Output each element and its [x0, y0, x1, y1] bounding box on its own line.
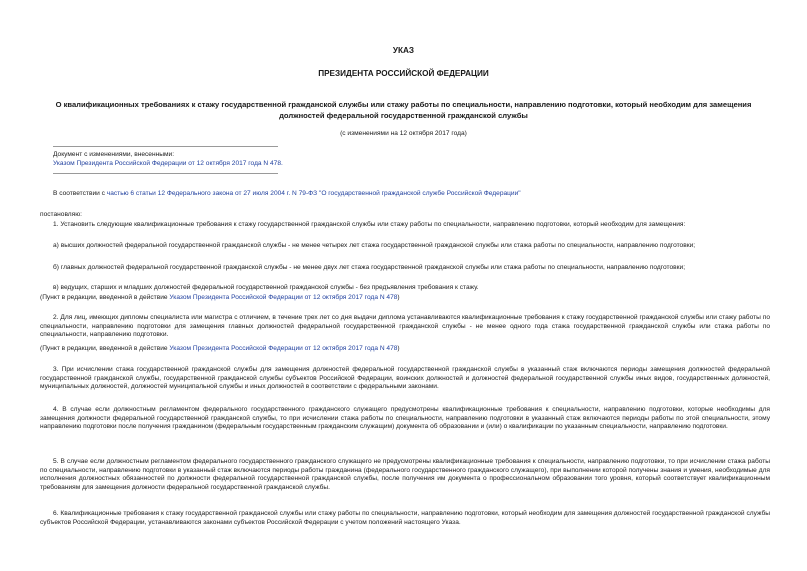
- amendment-prefix: (Пункт в редакции, введенной в действие: [40, 294, 170, 301]
- paragraph-3: 3. При исчислении стажа государственной гражданской службы для замещения должностей федеральной государственной гражданской службы в указанный стаж включаются периоды замещения должностей федеральной государственной гражданской службы, государственной гражданской службы субъектов Российской Федерации, воинских должностей и должностей федеральной государственной службы иных видов, государственных должностей, муниципальных должностей, должностей муниципальной службы и иных должностей в соответствии с федеральными законами.: [40, 366, 770, 391]
- paragraph-1: 1. Установить следующие квалификационные требования к стажу государственной гражданской службы или стажу работы по специальности, направлению подготовки, который необходим для замещения:: [53, 221, 686, 228]
- edition-note: (с изменениями на 12 октября 2017 года): [340, 130, 467, 137]
- preamble: [40, 190, 770, 199]
- law-link[interactable]: частью 6 статьи 12 Федерального закона от 27 июля 2004 г. N 79-ФЗ "О государственной гражданской службе Российской Федерации": [106, 190, 521, 197]
- paragraph-1c: в) ведущих, старших и младших должностей федеральной государственной гражданской службы - без предъявления требования к стажу.: [53, 284, 479, 291]
- amendment-prefix: (Пункт в редакции, введенной в действие: [40, 345, 170, 352]
- paragraph-2: 2. Для лиц, имеющих дипломы специалиста или магистра с отличием, в течение трех лет со дня выдачи диплома устанавливаются квалификационные требования к стажу государственной гражданской службы или стажу работы по специальности, направлению подготовки для замещения главных должностей федеральной государственной гражданской службы - не менее одного года стажа государственной гражданской службы или стажа работы по специальности, направлению подготовки.: [40, 314, 770, 339]
- paragraph-1a: а) высших должностей федеральной государственной гражданской службы - не менее четырех лет стажа государственной гражданской службы или стажа работы по специальности, направлению подготовки;: [53, 242, 696, 249]
- resolve-text: постановляю:: [40, 211, 83, 218]
- paragraph-5: 5. В случае если должностным регламентом федерального государственного гражданского служащего не предусмотрены квалификационные требования к специальности, направлению подготовки, то при исчислении стажа работы по специальности, направлению подготовки в указанный стаж включаются периоды работы гражданина (федерального государственного гражданского служащего), при выполнении которой получены знания и умения, необходимые для исполнения должностных обязанностей по должности федеральной государственной гражданской службы, после получения им документа о профессиональном образовании того уровня, который соответствует квалификационным требованиям для замещения должности федеральной государственной гражданской службы.: [40, 458, 770, 491]
- document-type-title: УКАЗ: [392, 46, 415, 55]
- amendment-note-1: [40, 294, 770, 303]
- paragraph-1b: б) главных должностей федеральной государственной гражданской службы - не менее двух лет стажа государственной гражданской службы или стажа работы по специальности, направлению подготовки;: [53, 264, 686, 271]
- issuer-title: ПРЕЗИДЕНТА РОССИЙСКОЙ ФЕДЕРАЦИИ: [318, 69, 489, 78]
- amendment-link-2[interactable]: Указом Президента Российской Федерации от 12 октября 2017 года N 478: [169, 345, 398, 352]
- amendment-note-2: [40, 345, 770, 354]
- paragraph-4: 4. В случае если должностным регламентом федерального государственного гражданского служащего предусмотрены квалификационные требования к специальности, направлению подготовки, которые необходимы для замещения должности федеральной государственной гражданской службы, то при исчислении стажа работы по специальности, направлению подготовки в указанный стаж включаются периоды работы по этой специальности, этому направлению подготовки после получения гражданином (федеральным государственным гражданским служащим) документа об образовании и (или) о квалификации по указанным специальности, направлению подготовки.: [40, 406, 770, 431]
- preamble-text: В соответствии с: [53, 190, 107, 197]
- paragraph-6: 6. Квалификационные требования к стажу государственной гражданской службы или стажу работы по специальности, направлению подготовки, который необходим для замещения должностей государственной гражданской службы субъектов Российской Федерации, устанавливаются законами субъектов Российской Федерации с учетом положений настоящего Указа.: [40, 510, 770, 526]
- changes-top-rule: [53, 146, 278, 147]
- changes-link[interactable]: Указом Президента Российской Федерации от 12 октября 2017 года N 478.: [53, 160, 283, 167]
- amendment-suffix: ): [397, 294, 400, 301]
- changes-label: Документ с изменениями, внесенными:: [53, 151, 175, 158]
- changes-bottom-rule: [53, 173, 278, 174]
- document-heading: О квалификационных требованиях к стажу государственной гражданской службы или стажу работы по специальности, направлению подготовки, который необходим для замещения должностей федеральной государственной гражданской службы: [55, 100, 752, 120]
- amendment-suffix: ): [397, 345, 400, 352]
- amendment-link-1[interactable]: Указом Президента Российской Федерации от 12 октября 2017 года N 478: [169, 294, 398, 301]
